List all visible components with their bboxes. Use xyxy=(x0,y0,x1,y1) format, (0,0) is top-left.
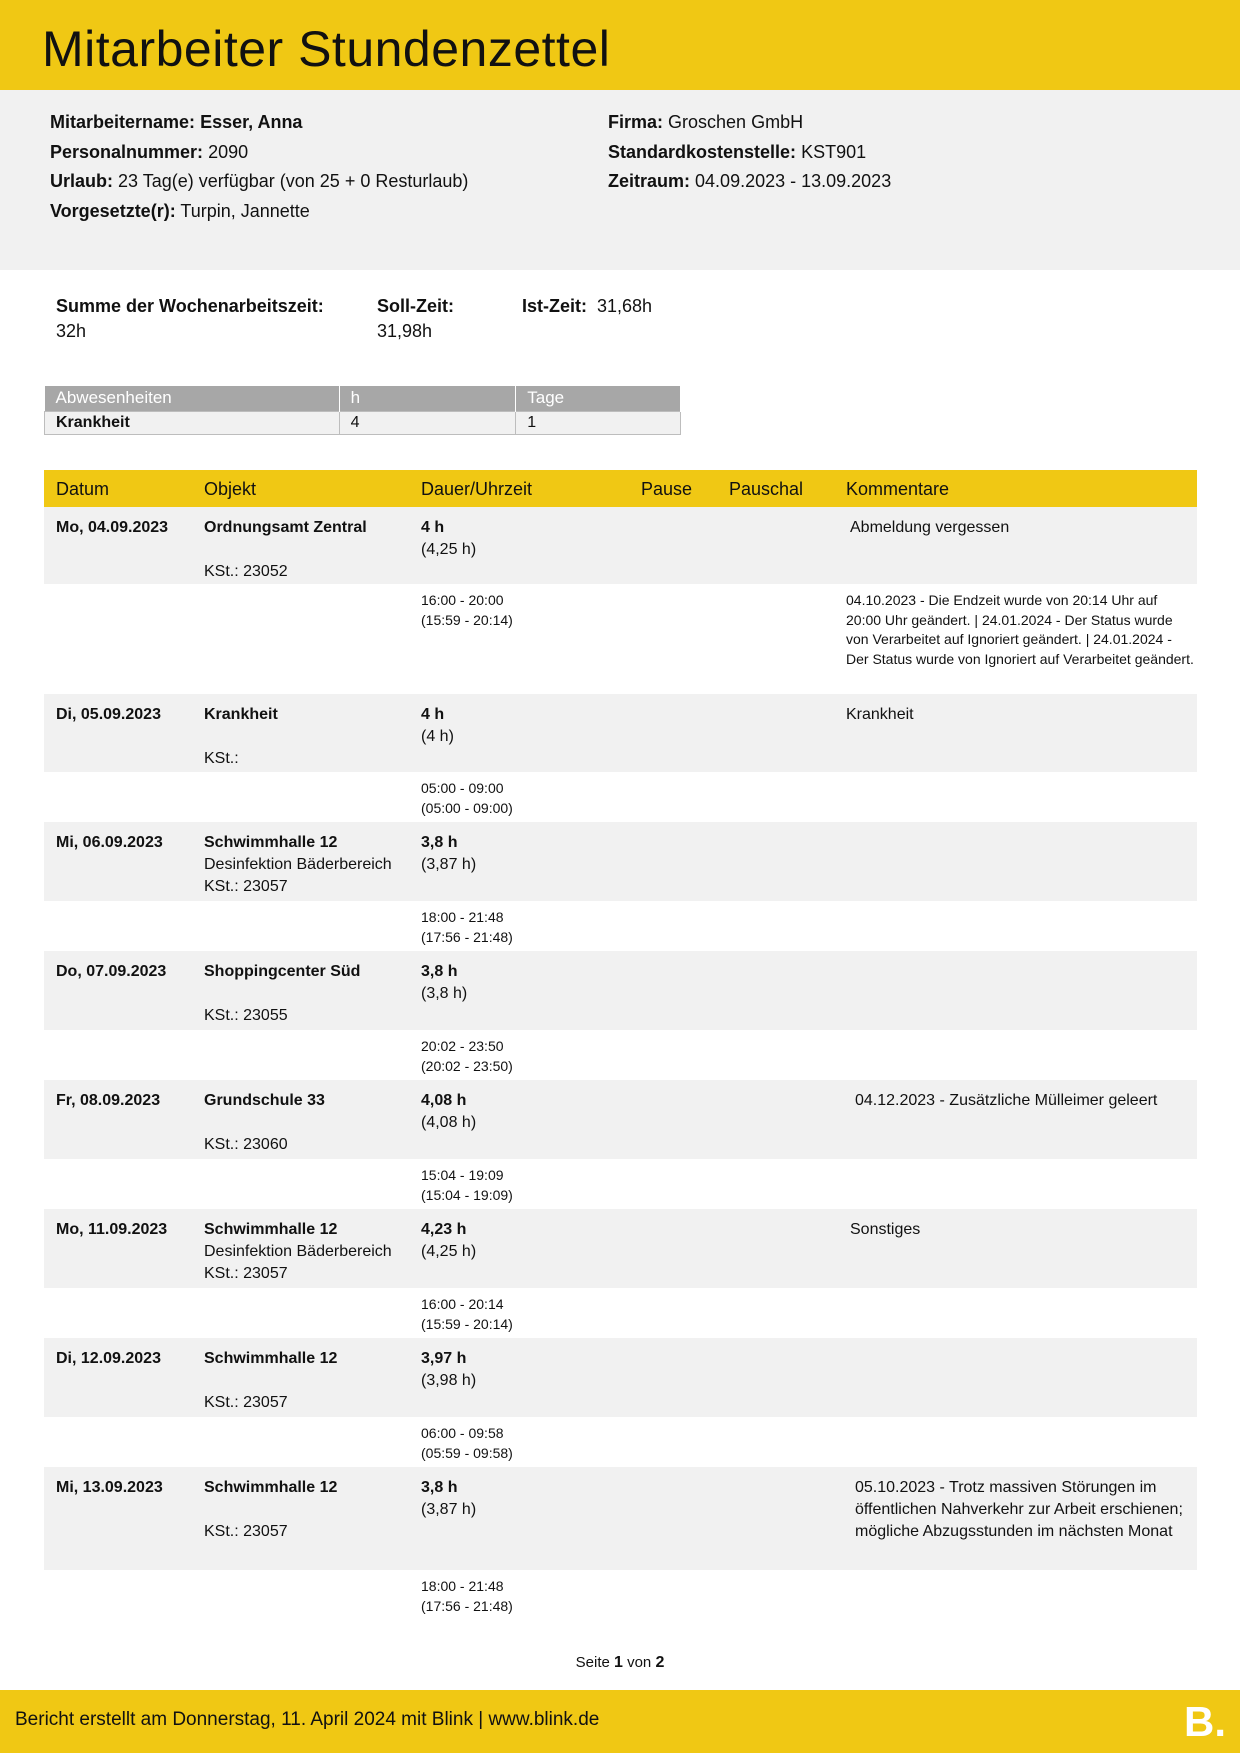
absence-header xyxy=(45,386,681,411)
duration-actual: (4,08 h) xyxy=(421,1114,477,1131)
object-kst: KSt.: 23052 xyxy=(204,563,288,580)
cost-center: Standardkostenstelle: KST901 xyxy=(608,141,867,162)
object-name: Shoppingcenter Süd xyxy=(204,963,361,980)
header-object: Objekt xyxy=(204,479,257,499)
time-range: 06:00 - 09:58 xyxy=(421,1425,504,1441)
object-kst: KSt.: xyxy=(204,750,239,767)
entry-detail-comment: 04.10.2023 - Die Endzeit wurde von 20:14 Uhr auf 20:00 Uhr geändert. | 24.01.2024 - Der Status wurde von Verarbeitet auf Ignoriert geändert. | 24.01.2024 - Der Status wurde von Ignoriert auf Verarbeitet geändert. xyxy=(846,592,1194,667)
time-actual: (17:56 - 21:48) xyxy=(421,928,513,945)
vacation: Urlaub: 23 Tag(e) verfügbar (von 25 + 0 Resturlaub) xyxy=(50,171,469,191)
blink-logo: B. xyxy=(1184,1698,1226,1745)
employee-info-left xyxy=(50,108,468,226)
duration-actual: (4 h) xyxy=(421,728,454,745)
soll-time: Soll-Zeit: 31,98h xyxy=(377,296,454,341)
entry-row xyxy=(44,1080,1197,1159)
entry-detail-row xyxy=(44,1159,1197,1209)
duration-actual: (3,8 h) xyxy=(421,985,468,1002)
object-sub xyxy=(204,539,367,561)
duration-value: 4,08 h xyxy=(421,1092,467,1109)
entry-times xyxy=(421,1295,513,1334)
entry-times xyxy=(421,1037,513,1076)
entry-row xyxy=(44,1467,1197,1570)
supervisor: Vorgesetzte(r): Turpin, Jannette xyxy=(50,200,310,221)
entry-date: Di, 05.09.2023 xyxy=(56,706,161,723)
duration-value: 3,8 h xyxy=(421,1479,458,1496)
object-sub xyxy=(204,726,278,748)
time-range: 05:00 - 09:00 xyxy=(421,780,504,796)
period: Zeitraum: 04.09.2023 - 13.09.2023 xyxy=(608,171,892,191)
entry-row xyxy=(44,822,1197,901)
time-actual: (15:59 - 20:14) xyxy=(421,611,513,628)
page-title: Mitarbeiter Stundenzettel xyxy=(42,21,611,77)
entry-comment: Sonstiges xyxy=(850,1221,921,1238)
time-range: 15:04 - 19:09 xyxy=(421,1167,504,1183)
title-bar xyxy=(0,0,1240,90)
time-range: 18:00 - 21:48 xyxy=(421,1578,504,1594)
time-actual: (05:59 - 09:58) xyxy=(421,1444,513,1461)
entry-object xyxy=(204,1477,337,1543)
entry-row xyxy=(44,507,1197,584)
duration-actual: (3,87 h) xyxy=(421,856,477,873)
entry-duration xyxy=(421,961,467,1005)
time-range: 20:02 - 23:50 xyxy=(421,1038,504,1054)
employee-name: Mitarbeitername: Esser, Anna xyxy=(50,112,303,132)
entry-times xyxy=(421,1166,513,1205)
object-kst: KSt.: 23057 xyxy=(204,878,288,895)
time-range: 18:00 - 21:48 xyxy=(421,909,504,925)
header-date: Datum xyxy=(56,479,110,499)
object-kst: KSt.: 23057 xyxy=(204,1394,288,1411)
duration-actual: (4,25 h) xyxy=(421,541,477,558)
employee-info xyxy=(0,90,1240,270)
entry-detail-row xyxy=(44,1570,1197,1620)
entry-date: Mi, 13.09.2023 xyxy=(56,1479,163,1496)
entry-duration xyxy=(421,1348,476,1392)
entry-detail-row xyxy=(44,901,1197,951)
entry-object xyxy=(204,832,392,898)
duration-actual: (3,87 h) xyxy=(421,1501,477,1518)
entry-row xyxy=(44,951,1197,1030)
entry-date: Do, 07.09.2023 xyxy=(56,963,167,980)
entry-object xyxy=(204,1219,392,1285)
entry-times xyxy=(421,779,513,818)
company: Firma: Groschen GmbH xyxy=(608,112,804,132)
pagination: Seite 1 von 2 xyxy=(575,1654,665,1671)
duration-value: 3,8 h xyxy=(421,834,458,851)
entry-detail-row xyxy=(44,1030,1197,1080)
absence-header-cell: Tage xyxy=(516,386,681,411)
entry-object xyxy=(204,517,367,583)
entry-duration xyxy=(421,1477,476,1521)
entry-date: Fr, 08.09.2023 xyxy=(56,1092,161,1109)
entry-duration xyxy=(421,832,476,876)
absence-header-cell: Abwesenheiten xyxy=(45,386,340,411)
time-actual: (17:56 - 21:48) xyxy=(421,1597,513,1614)
entry-detail-row xyxy=(44,1417,1197,1467)
entry-duration xyxy=(421,704,454,748)
duration-actual: (4,25 h) xyxy=(421,1243,477,1260)
duration-value: 4,23 h xyxy=(421,1221,467,1238)
object-name: Grundschule 33 xyxy=(204,1092,325,1109)
footer-text: Bericht erstellt am Donnerstag, 11. April 2024 mit Blink | www.blink.de xyxy=(15,1709,600,1730)
object-sub: Desinfektion Bäderbereich xyxy=(204,856,392,873)
entry-detail-row xyxy=(44,1288,1197,1338)
entry-times xyxy=(421,908,513,947)
object-sub xyxy=(204,1370,337,1392)
header-flat: Pauschal xyxy=(729,479,804,499)
entry-object xyxy=(204,1090,325,1156)
entry-duration xyxy=(421,1219,476,1263)
absence-days: 1 xyxy=(516,411,681,434)
entry-row xyxy=(44,1209,1197,1288)
employee-info-right xyxy=(608,108,891,197)
entry-comment: 04.12.2023 - Zusätzliche Mülleimer geleert xyxy=(855,1092,1158,1109)
absence-hours: 4 xyxy=(339,411,516,434)
header-comments: Kommentare xyxy=(846,479,950,499)
entry-detail-row xyxy=(44,584,1197,694)
week-sum: Summe der Wochenarbeitszeit: 32h xyxy=(56,296,324,341)
entry-date: Di, 12.09.2023 xyxy=(56,1350,161,1367)
duration-value: 3,97 h xyxy=(421,1350,467,1367)
object-kst: KSt.: 23057 xyxy=(204,1265,288,1282)
absence-label: Krankheit xyxy=(45,411,340,434)
entries-header xyxy=(44,470,1197,507)
header-pause: Pause xyxy=(641,479,693,499)
object-name: Krankheit xyxy=(204,706,278,723)
absence-row xyxy=(45,411,681,434)
absence-table xyxy=(44,386,681,435)
object-name: Schwimmhalle 12 xyxy=(204,834,338,851)
object-kst: KSt.: 23060 xyxy=(204,1136,288,1153)
entry-times xyxy=(421,591,513,630)
duration-value: 4 h xyxy=(421,706,445,723)
absence-header-cell: h xyxy=(339,386,516,411)
entry-detail-row xyxy=(44,772,1197,822)
object-sub xyxy=(204,1499,337,1521)
time-range: 16:00 - 20:14 xyxy=(421,1296,504,1312)
entry-comment: Krankheit xyxy=(846,706,914,723)
duration-actual: (3,98 h) xyxy=(421,1372,477,1389)
object-sub xyxy=(204,983,360,1005)
entry-object xyxy=(204,961,360,1027)
entry-times xyxy=(421,1577,513,1616)
entry-comment: 05.10.2023 - Trotz massiven Störungen im öffentlichen Nahverkehr zur Arbeit erschienen; mögliche Abzugsstunden im nächsten Monat xyxy=(855,1479,1183,1540)
ist-time: Ist-Zeit: 31,68h xyxy=(522,296,653,316)
object-sub xyxy=(204,1112,325,1134)
entry-duration xyxy=(421,1090,476,1134)
entry-object xyxy=(204,1348,337,1414)
entry-object xyxy=(204,704,278,770)
object-name: Schwimmhalle 12 xyxy=(204,1350,338,1367)
entry-date: Mo, 11.09.2023 xyxy=(56,1221,168,1238)
entry-row xyxy=(44,1338,1197,1417)
time-actual: (05:00 - 09:00) xyxy=(421,799,513,816)
entry-times xyxy=(421,1424,513,1463)
duration-value: 4 h xyxy=(421,519,445,536)
entry-date: Mo, 04.09.2023 xyxy=(56,519,169,536)
entry-comment: Abmeldung vergessen xyxy=(850,519,1010,536)
time-actual: (15:04 - 19:09) xyxy=(421,1186,513,1203)
object-kst: KSt.: 23057 xyxy=(204,1523,288,1540)
object-name: Schwimmhalle 12 xyxy=(204,1479,338,1496)
entry-date: Mi, 06.09.2023 xyxy=(56,834,163,851)
entry-row xyxy=(44,694,1197,772)
object-kst: KSt.: 23055 xyxy=(204,1007,288,1024)
personnel-number: Personalnummer: 2090 xyxy=(50,141,249,162)
time-range: 16:00 - 20:00 xyxy=(421,592,504,608)
footer xyxy=(0,1690,1240,1753)
object-name: Schwimmhalle 12 xyxy=(204,1221,338,1238)
object-name: Ordnungsamt Zentral xyxy=(204,519,367,536)
duration-value: 3,8 h xyxy=(421,963,458,980)
object-sub: Desinfektion Bäderbereich xyxy=(204,1243,392,1260)
entry-duration xyxy=(421,517,476,561)
time-actual: (20:02 - 23:50) xyxy=(421,1057,513,1074)
header-duration: Dauer/Uhrzeit xyxy=(421,479,533,499)
time-actual: (15:59 - 20:14) xyxy=(421,1315,513,1332)
